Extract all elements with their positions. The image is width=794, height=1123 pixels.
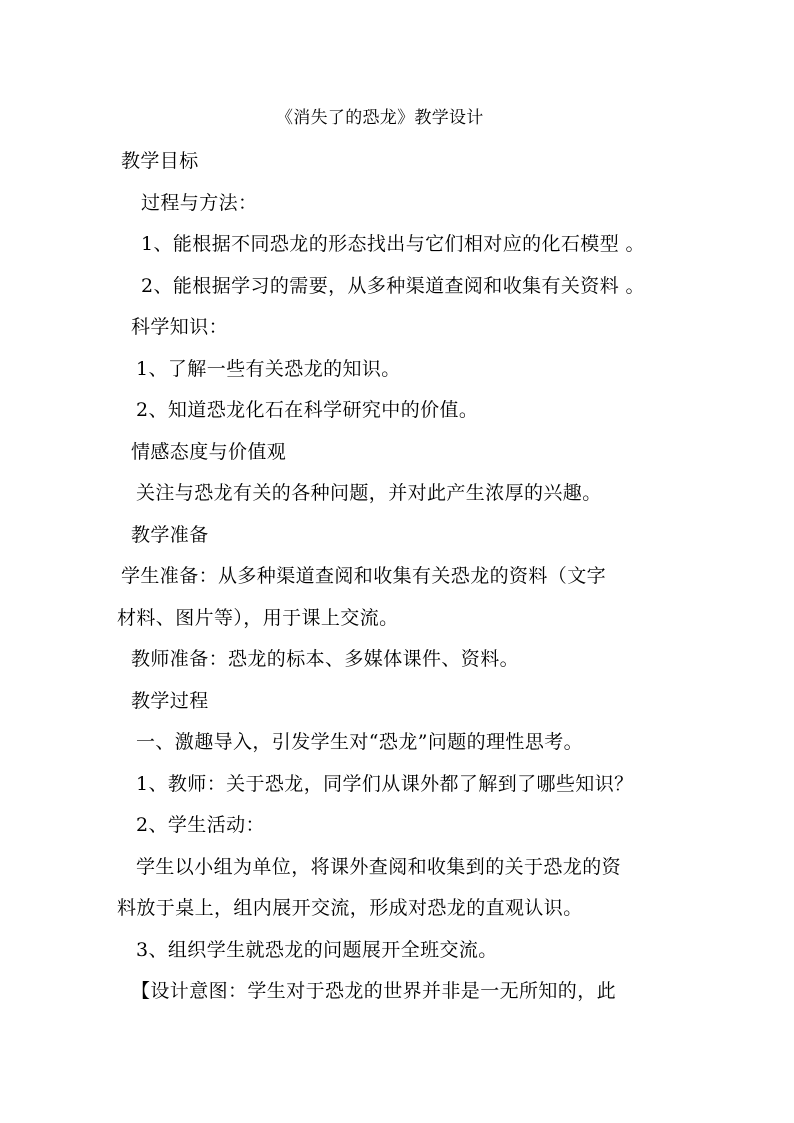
paragraph-line: 材料、图片等），用于课上交流。 <box>117 607 399 629</box>
subheading-process-methods: 过程与方法： <box>141 192 258 214</box>
paragraph-line: 2、知道恐龙化石在科学研究中的价值。 <box>136 399 479 421</box>
paragraph-line: 1、了解一些有关恐龙的知识。 <box>136 358 401 380</box>
paragraph-line: 【设计意图：学生对于恐龙的世界并非是一无所知的，此 <box>131 980 617 1002</box>
subheading-science-knowledge: 科学知识： <box>131 316 229 338</box>
heading-teaching-preparation: 教学准备 <box>131 524 209 546</box>
paragraph-line: 教师准备：恐龙的标本、多媒体课件、资料。 <box>131 648 520 670</box>
paragraph-line: 学生以小组为单位，将课外查阅和收集到的关于恐龙的资 <box>136 856 622 878</box>
paragraph-line: 学生准备：从多种渠道查阅和收集有关恐龙的资料（文字 <box>121 565 607 587</box>
paragraph-line: 2、学生活动： <box>136 814 265 836</box>
document-title: 《消失了的恐龙》教学设计 <box>276 108 484 128</box>
heading-teaching-process: 教学过程 <box>131 690 209 712</box>
paragraph-line: 2、能根据学习的需要，从多种渠道查阅和收集有关资料 。 <box>141 275 645 297</box>
paragraph-line: 1、能根据不同恐龙的形态找出与它们相对应的化石模型 。 <box>141 233 645 255</box>
paragraph-line: 料放于桌上，组内展开交流，形成对恐龙的直观认识。 <box>117 897 583 919</box>
paragraph-line: 关注与恐龙有关的各种问题，并对此产生浓厚的兴趣。 <box>136 482 602 504</box>
paragraph-line: 3、组织学生就恐龙的问题展开全班交流。 <box>136 939 498 961</box>
heading-teaching-goals: 教学目标 <box>121 150 199 172</box>
subheading-attitude-values: 情感态度与价值观 <box>131 441 287 463</box>
paragraph-line: 一、激趣导入，引发学生对“恐龙”问题的理性思考。 <box>136 731 584 753</box>
paragraph-line: 1、教师：关于恐龙，同学们从课外都了解到了哪些知识？ <box>136 773 634 795</box>
